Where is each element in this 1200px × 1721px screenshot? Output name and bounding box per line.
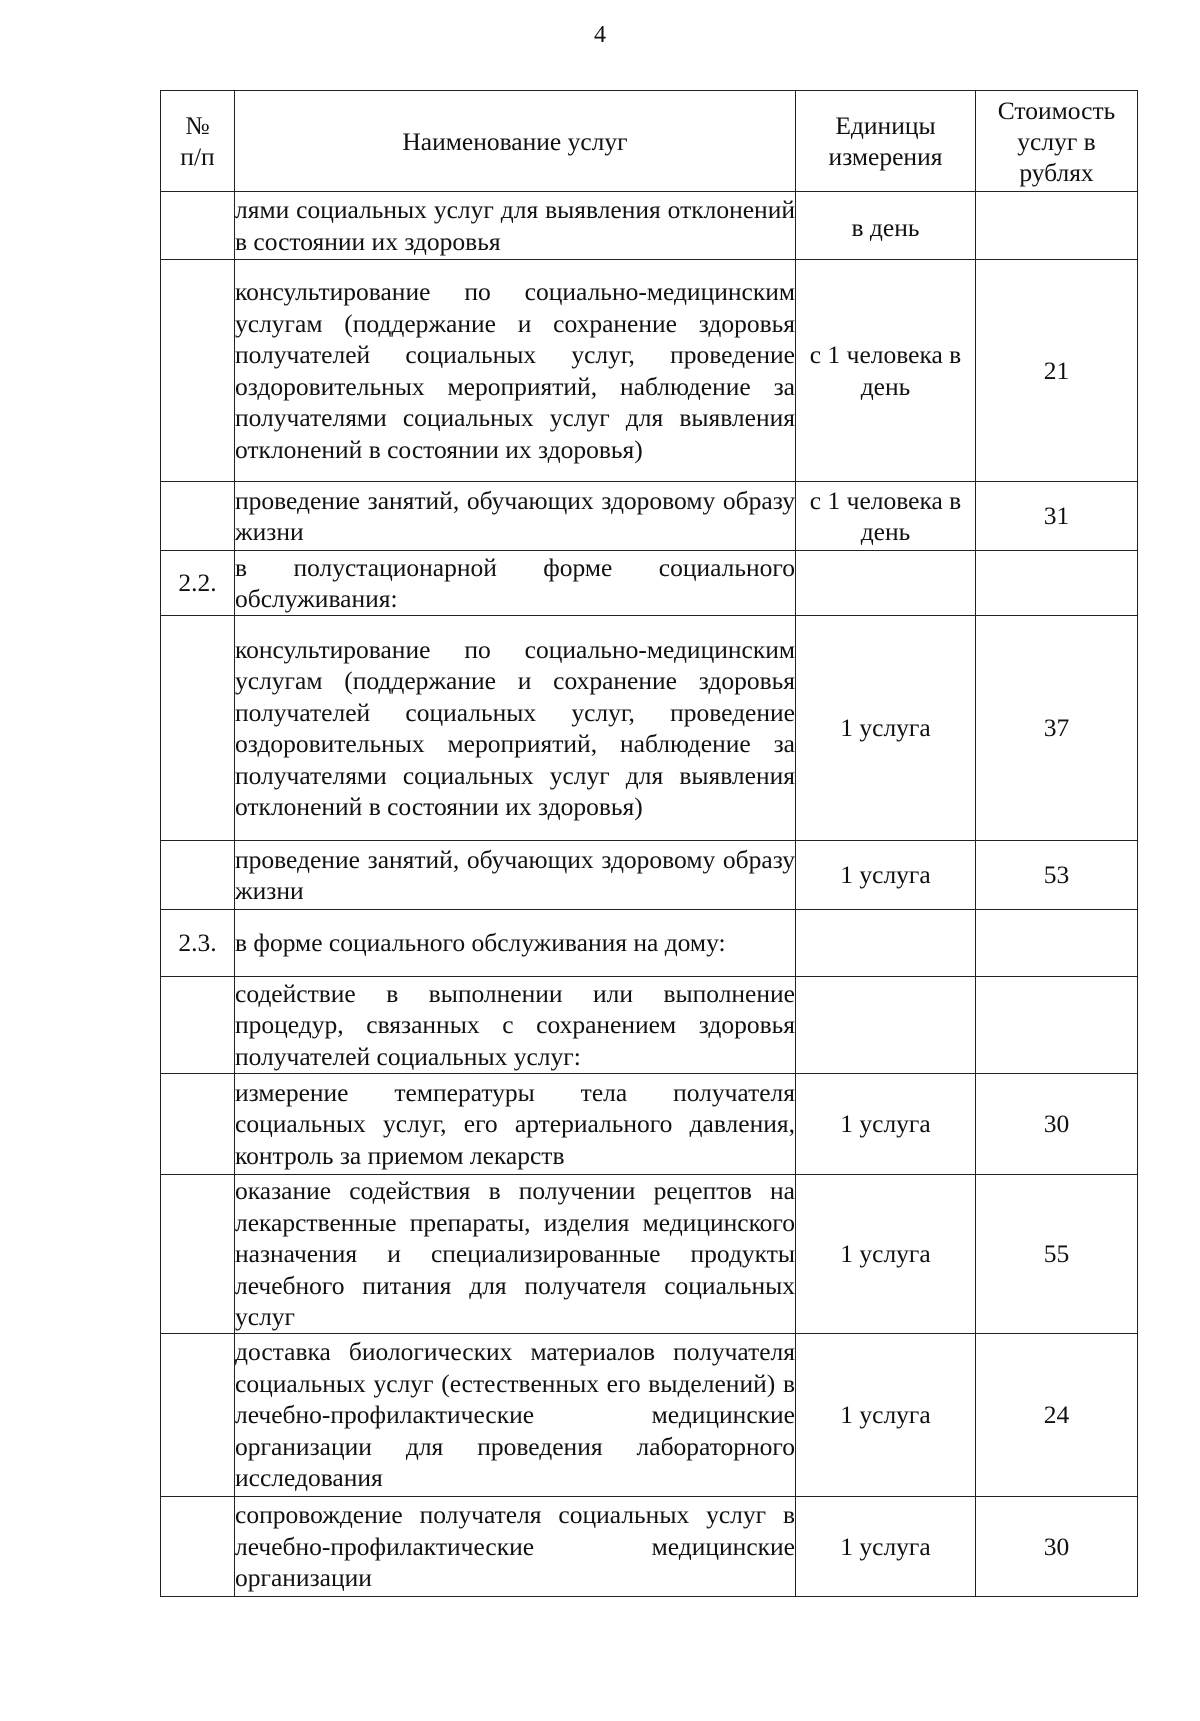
row-cost: 30 (976, 1074, 1138, 1175)
row-name: оказание содействия в получении рецептов на лекарственные препараты, изделия медицинского назначения и специализированные продукты лечебного питания для получателя социальных услуг (235, 1175, 796, 1334)
row-unit: 1 услуга (796, 1175, 976, 1334)
row-unit: 1 услуга (796, 1334, 976, 1497)
row-cost: 30 (976, 1497, 1138, 1597)
row-unit: 1 услуга (796, 841, 976, 910)
row-num (161, 482, 235, 551)
row-cost (976, 977, 1138, 1074)
row-num (161, 616, 235, 841)
row-cost (976, 551, 1138, 616)
row-num (161, 1334, 235, 1497)
table-row (161, 1334, 1138, 1497)
row-num (161, 841, 235, 910)
row-unit: в день (796, 192, 976, 260)
row-unit: 1 услуга (796, 1497, 976, 1597)
row-name: консультирование по социально-медицинским услугам (поддержание и сохранение здоровья получателей социальных услуг, проведение оздоровительных мероприятий, наблюдение за получателями социальных услуг для выявления отклонений в состоянии их здоровья) (235, 260, 796, 482)
row-unit: 1 услуга (796, 616, 976, 841)
table-row (161, 1074, 1138, 1175)
table-row (161, 192, 1138, 260)
row-name: содействие в выполнении или выполнение процедур, связанных с сохранением здоровья получателей социальных услуг: (235, 977, 796, 1074)
table-header (161, 91, 1138, 192)
table-row (161, 841, 1138, 910)
row-unit (796, 977, 976, 1074)
row-num (161, 977, 235, 1074)
row-unit: 1 услуга (796, 1074, 976, 1175)
table-body (161, 192, 1138, 1597)
header-num: № п/п (161, 91, 235, 192)
row-name: проведение занятий, обучающих здоровому образу жизни (235, 841, 796, 910)
table-row (161, 482, 1138, 551)
row-unit (796, 910, 976, 977)
row-num (161, 260, 235, 482)
services-price-table (160, 90, 1138, 1597)
table-row (161, 260, 1138, 482)
row-name: проведение занятий, обучающих здоровому образу жизни (235, 482, 796, 551)
row-name: доставка биологических материалов получателя социальных услуг (естественных его выделений) в лечебно-профилактические медицинские организации для проведения лабораторного исследования (235, 1334, 796, 1497)
row-cost (976, 910, 1138, 977)
table-row (161, 1175, 1138, 1334)
row-cost: 55 (976, 1175, 1138, 1334)
row-cost: 21 (976, 260, 1138, 482)
row-num (161, 192, 235, 260)
header-name: Наименование услуг (235, 91, 796, 192)
row-num (161, 1175, 235, 1334)
row-unit: с 1 человека в день (796, 482, 976, 551)
row-name: сопровождение получателя социальных услуг в лечебно-профилактические медицинские организации (235, 1497, 796, 1597)
row-num: 2.3. (161, 910, 235, 977)
table-row (161, 616, 1138, 841)
row-name: в форме социального обслуживания на дому: (235, 910, 796, 977)
row-num (161, 1074, 235, 1175)
table-row (161, 1497, 1138, 1597)
row-unit: с 1 человека в день (796, 260, 976, 482)
row-cost (976, 192, 1138, 260)
row-name: измерение температуры тела получателя социальных услуг, его артериального давления, контроль за приемом лекарств (235, 1074, 796, 1175)
table-row (161, 910, 1138, 977)
row-cost: 37 (976, 616, 1138, 841)
row-unit (796, 551, 976, 616)
table-row (161, 551, 1138, 616)
row-num (161, 1497, 235, 1597)
row-name: консультирование по социально-медицинским услугам (поддержание и сохранение здоровья получателей социальных услуг, проведение оздоровительных мероприятий, наблюдение за получателями социальных услуг для выявления отклонений в состоянии их здоровья) (235, 616, 796, 841)
row-cost: 31 (976, 482, 1138, 551)
row-name: в полустационарной форме социального обслуживания: (235, 551, 796, 616)
table-row (161, 977, 1138, 1074)
header-cost: Стоимость услуг в рублях (976, 91, 1138, 192)
row-cost: 53 (976, 841, 1138, 910)
row-cost: 24 (976, 1334, 1138, 1497)
row-name: лями социальных услуг для выявления отклонений в состоянии их здоровья (235, 192, 796, 260)
page-number: 4 (594, 22, 606, 48)
header-unit: Единицы измерения (796, 91, 976, 192)
row-num: 2.2. (161, 551, 235, 616)
